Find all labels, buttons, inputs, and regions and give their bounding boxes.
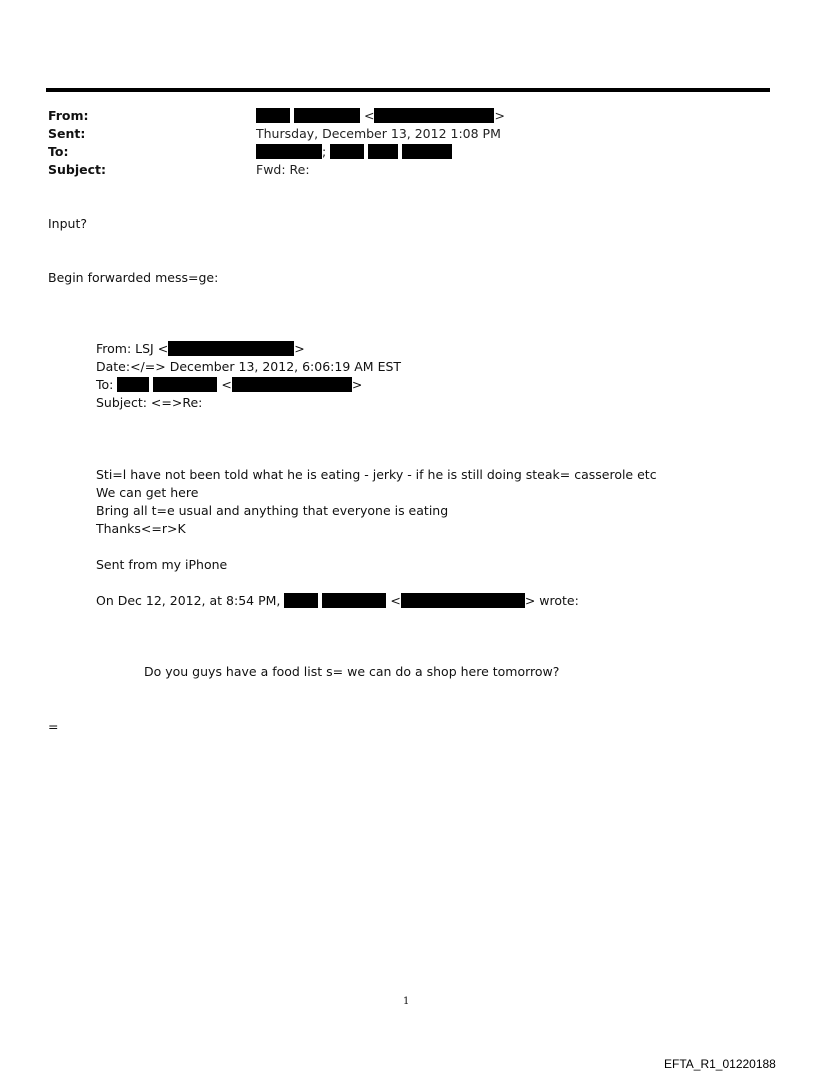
fwd-date-line: Date:</=> December 13, 2012, 6:06:19 AM EST bbox=[96, 359, 402, 374]
redaction-box bbox=[153, 377, 217, 392]
fwd-subject-line: Subject: <=>Re: bbox=[96, 395, 203, 410]
message-line-2: We can get here bbox=[96, 485, 199, 500]
signature-line: Sent from my iPhone bbox=[96, 557, 228, 572]
fwd-from-prefix: From: LSJ < bbox=[96, 341, 169, 356]
bates-number: EFTA_R1_01220188 bbox=[664, 1057, 776, 1071]
sent-label: Sent: bbox=[48, 126, 86, 141]
from-label: From: bbox=[48, 108, 89, 123]
fwd-to-lt: < bbox=[221, 377, 232, 392]
trailing-marker: = bbox=[48, 719, 59, 734]
attribution-lt: < bbox=[390, 593, 401, 608]
redaction-box bbox=[322, 593, 386, 608]
to-value bbox=[256, 143, 452, 161]
redaction-box bbox=[294, 108, 360, 123]
redaction-box bbox=[401, 593, 525, 608]
header-rule bbox=[46, 88, 770, 92]
attribution-prefix: On Dec 12, 2012, at 8:54 PM, bbox=[96, 593, 281, 608]
redaction-box bbox=[368, 144, 398, 159]
sent-value: Thursday, December 13, 2012 1:08 PM bbox=[256, 126, 501, 141]
redaction-box bbox=[232, 377, 352, 392]
subject-label: Subject: bbox=[48, 162, 106, 177]
message-line-3: Bring all t=e usual and anything that everyone is eating bbox=[96, 503, 449, 518]
forward-line: Begin forwarded mess=ge: bbox=[48, 270, 219, 285]
redaction-box bbox=[402, 144, 452, 159]
from-gt: > bbox=[494, 108, 505, 123]
attribution-line bbox=[96, 592, 579, 610]
attribution-suffix: > wrote: bbox=[524, 593, 579, 608]
to-label: To: bbox=[48, 144, 69, 159]
page-number: 1 bbox=[403, 996, 410, 1007]
fwd-from-line bbox=[96, 340, 305, 358]
fwd-to-line bbox=[96, 376, 362, 394]
redaction-box bbox=[256, 108, 290, 123]
from-lt: < bbox=[363, 108, 375, 123]
redaction-box bbox=[256, 144, 322, 159]
redaction-box bbox=[330, 144, 364, 159]
redaction-box bbox=[117, 377, 149, 392]
redaction-box bbox=[374, 108, 494, 123]
fwd-from-suffix: > bbox=[294, 341, 305, 356]
input-line: Input? bbox=[48, 216, 88, 231]
quoted-line: Do you guys have a food list s= we can do a shop here tomorrow? bbox=[144, 664, 560, 679]
message-line-4: Thanks<=r>K bbox=[96, 521, 186, 536]
subject-value: Fwd: Re: bbox=[256, 162, 310, 177]
redaction-box bbox=[168, 341, 294, 356]
to-separator: ; bbox=[322, 144, 327, 159]
message-line-1: Sti=l have not been told what he is eating - jerky - if he is still doing steak= casserole etc bbox=[96, 467, 657, 482]
from-value bbox=[256, 107, 505, 125]
fwd-to-prefix: To: bbox=[96, 377, 114, 392]
redaction-box bbox=[284, 593, 318, 608]
fwd-to-gt: > bbox=[351, 377, 363, 392]
